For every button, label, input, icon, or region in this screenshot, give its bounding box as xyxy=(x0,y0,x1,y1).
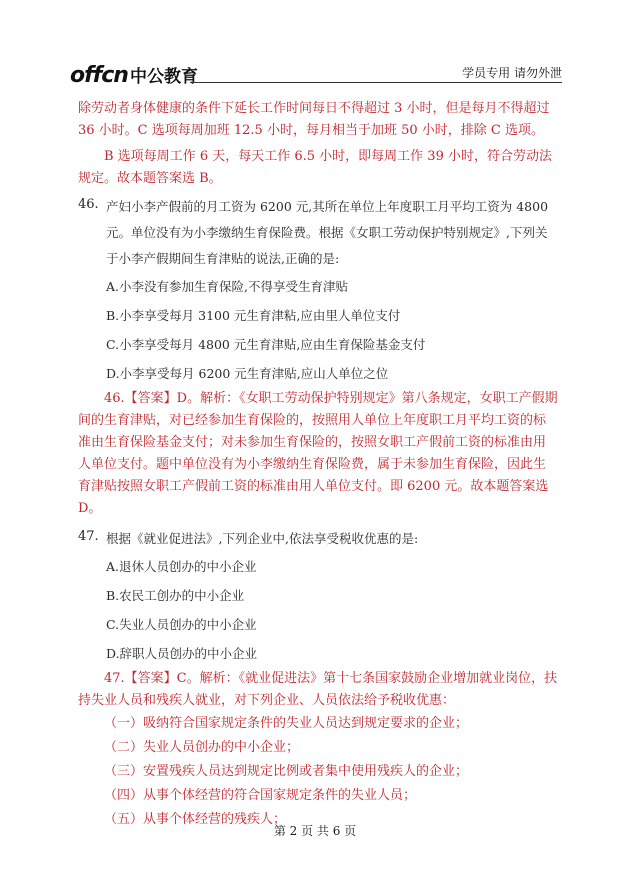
page-content xyxy=(78,98,558,832)
logo-en: offcn xyxy=(70,63,128,88)
question-text: 根据《就业促进法》,下列企业中,依法享受税收优惠的是: xyxy=(106,531,419,546)
option-c: C.小李享受每月 4800 元生育津贴,应由生育保险基金支付 xyxy=(106,337,426,352)
logo-cn: 中公教育 xyxy=(129,67,198,87)
option-d: D.辞职人员创办的中小企业 xyxy=(106,646,258,661)
question-number: 47. xyxy=(78,529,99,544)
page-header xyxy=(70,62,562,90)
header-note: 学员专用 请勿外泄 xyxy=(462,66,562,80)
option-a: A.退休人员创办的中小企业 xyxy=(106,559,257,574)
answer-item-4: （四）从事个体经营的符合国家规定条件的失业人员； xyxy=(104,788,417,803)
answer-item-2: （二）失业人员创办的中小企业； xyxy=(104,740,300,755)
intro-line-2: B 选项每周工作 6 天，每天工作 6.5 小时，即每周工作 39 小时，符合劳动法规定。故本题答案选 B。 xyxy=(78,149,552,186)
option-c: C.失业人员创办的中小企业 xyxy=(106,617,257,632)
option-b: B.小李享受每月 3100 元生育津粘,应由里人单位支付 xyxy=(106,308,401,323)
intro-line-1: 除劳动者身体健康的条件下延长工作时间每日不得超过 3 小时，但是每月不得超过 36 小时。C 选项每周加班 12.5 小时，每月相当于加班 50 小时，排除 C 选项。 xyxy=(78,101,550,138)
header-rule xyxy=(192,82,562,83)
option-a: A.小李没有参加生育保险,不得享受生育津贴 xyxy=(106,279,348,294)
answer-item-5: （五）从事个体经营的残疾人； xyxy=(104,812,287,827)
answer-46: 46.【答案】D。解析：《女职工劳动保护特别规定》第八条规定，女职工产假期间的生育津贴，对已经参加生育保险的，按照用人单位上年度职工月平均工资的标准由生育保险基金支付；对未参加生育保险的，按照女职工产假前工资的标准由用人单位支付。题中单位没有为小李缴纳生育保险费，属于未参加生育保险，因此生育津贴按照女职工产假前工资的标准由用人单位支付。即 6200 元。故本题答案选 D。 xyxy=(78,391,558,516)
answer-item-1: （一）吸纳符合国家规定条件的失业人员达到规定要求的企业； xyxy=(104,716,469,731)
question-47 xyxy=(78,526,558,552)
answer-item-3: （三）安置残疾人员达到规定比例或者集中使用残疾人的企业； xyxy=(104,764,469,779)
question-number: 46. xyxy=(78,197,99,212)
offcn-logo xyxy=(70,62,198,88)
question-46 xyxy=(78,194,558,272)
page-number: 第 2 页 共 6 页 xyxy=(273,824,357,838)
answer-47: 47.【答案】C。解析：《就业促进法》第十七条国家鼓励企业增加就业岗位，扶持失业人员和残疾人就业，对下列企业、人员依法给予税收优惠： xyxy=(78,671,558,708)
option-d: D.小李享受每月 6200 元生育津贴,应山人单位之位 xyxy=(106,366,389,381)
option-b: B.农民工创办的中小企业 xyxy=(106,588,245,603)
question-text: 产妇小李产假前的月工资为 6200 元,其所在单位上年度职工月平均工资为 4800 元。单位没有为小李缴纳生育保险费。根据《女职工劳动保护特别规定》,下列关于小李产假期间生育津贴的说法,正确的是: xyxy=(106,199,549,266)
